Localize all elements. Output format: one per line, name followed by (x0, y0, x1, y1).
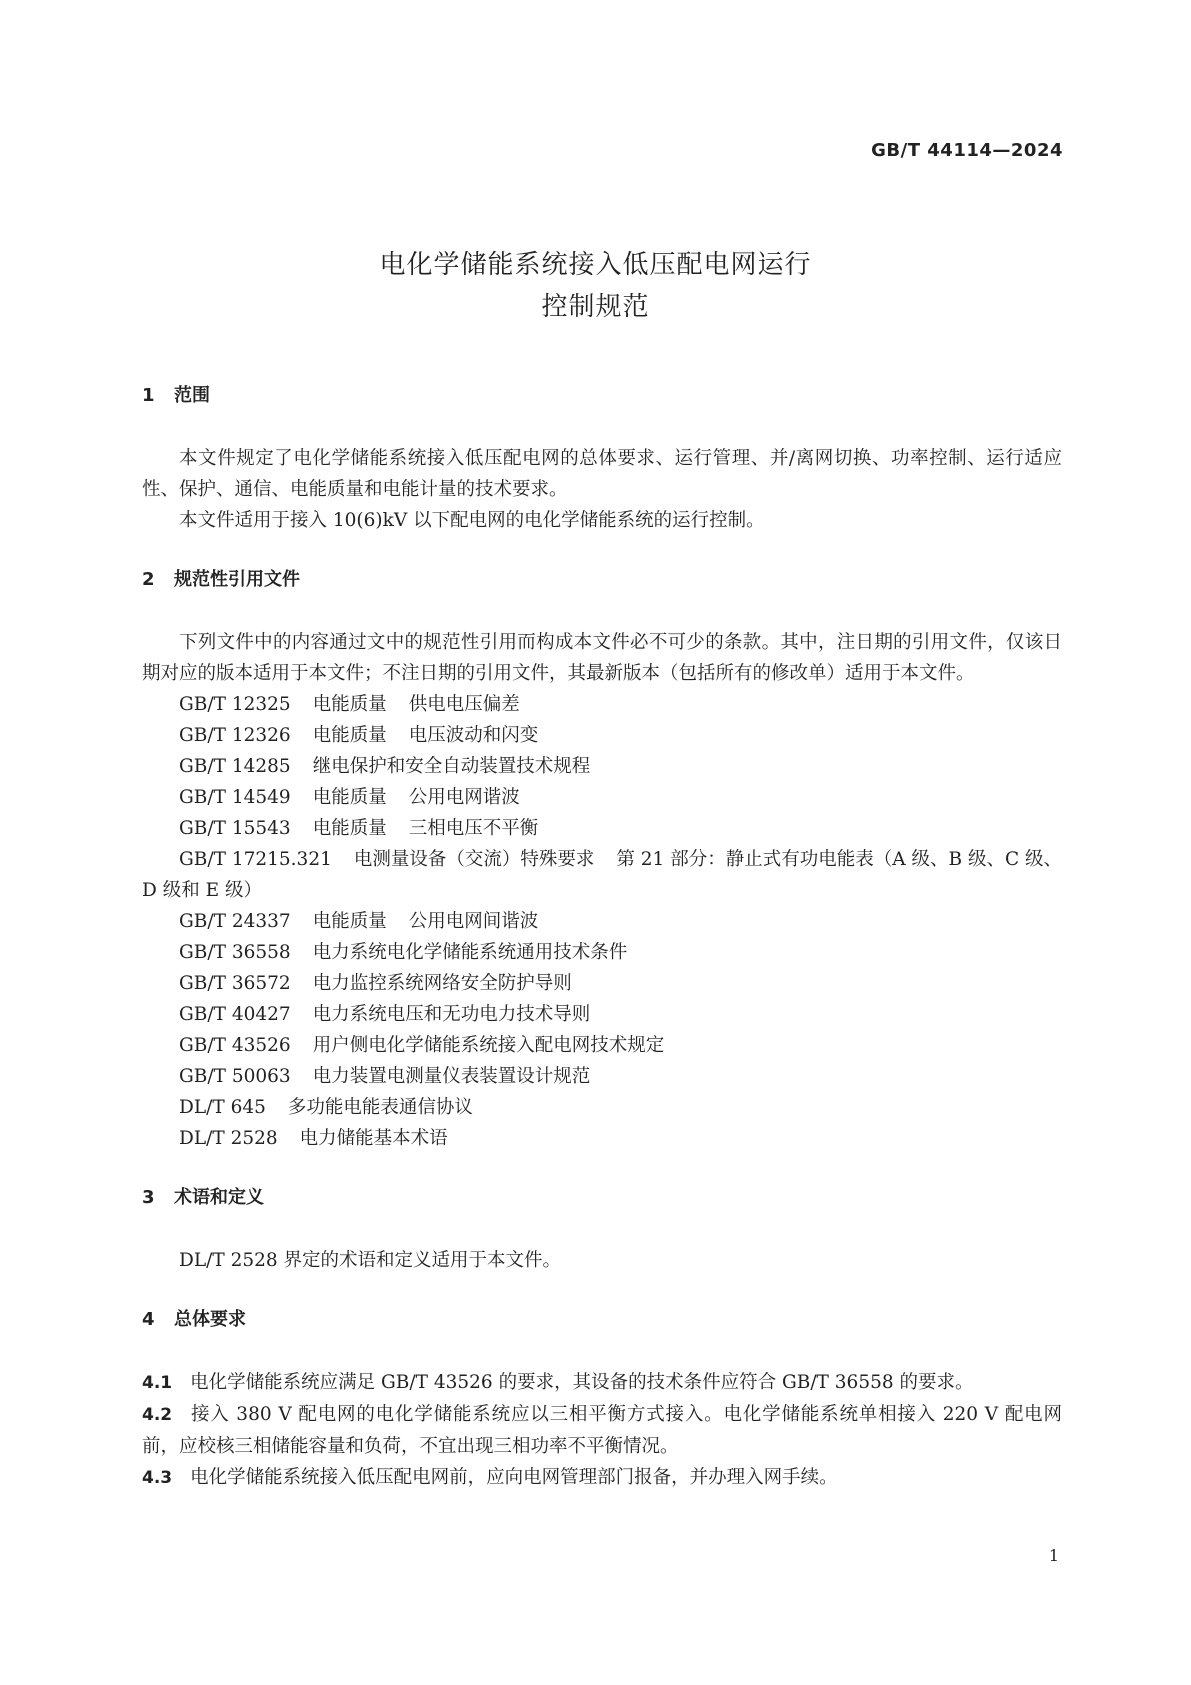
reference-code: GB/T 36558 (179, 942, 291, 963)
clause-text: 电化学储能系统接入低压配电网前，应向电网管理部门报备，并办理入网手续。 (190, 1467, 838, 1488)
section-number: 2 (142, 569, 155, 590)
section-title: 总体要求 (174, 1309, 246, 1330)
reference-title: 电能质量 (312, 694, 387, 715)
reference-list (142, 689, 1062, 1154)
page-number: 1 (1048, 1546, 1059, 1565)
reference-code: GB/T 12326 (179, 725, 291, 746)
list-item (142, 782, 1062, 813)
document-body (142, 382, 1062, 1494)
reference-code: GB/T 15543 (179, 818, 291, 839)
reference-code: DL/T 2528 (179, 1128, 278, 1149)
clause-text: 接入 380 V 配电网的电化学储能系统应以三相平衡方式接入。电化学储能系统单相接入 220 V 配电网前，应校核三相储能容量和负荷，不宜出现三相功率不平衡情况。 (142, 1404, 1062, 1457)
clause-number: 4.3 (142, 1468, 173, 1488)
reference-title: 电力监控系统网络安全防护导则 (312, 973, 572, 994)
section-3-heading (142, 1184, 1062, 1212)
list-item (142, 720, 1062, 751)
list-item (142, 937, 1062, 968)
list-item (142, 813, 1062, 844)
section-title: 术语和定义 (174, 1187, 264, 1208)
document-title (0, 244, 1191, 328)
list-item (142, 1092, 1062, 1123)
section-number: 4 (142, 1309, 155, 1330)
reference-code: GB/T 24337 (179, 911, 291, 932)
reference-subtitle: 供电电压偏差 (408, 694, 520, 715)
section-4-heading (142, 1306, 1062, 1334)
reference-subtitle: 公用电网谐波 (408, 787, 520, 808)
section-1-heading (142, 382, 1062, 410)
clause (142, 1399, 1062, 1462)
section-title: 范围 (174, 385, 210, 406)
reference-code: GB/T 14285 (179, 756, 291, 777)
clause (142, 1462, 1062, 1494)
list-item (142, 689, 1062, 720)
clause-number: 4.2 (142, 1405, 173, 1425)
list-item (142, 844, 1062, 906)
list-item (142, 968, 1062, 999)
section-title: 规范性引用文件 (174, 569, 300, 590)
paragraph: 下列文件中的内容通过文中的规范性引用而构成本文件必不可少的条款。其中，注日期的引用文件，仅该日期对应的版本适用于本文件；不注日期的引用文件，其最新版本（包括所有的修改单）适用于本文件。 (142, 632, 1062, 684)
clause-number: 4.1 (142, 1373, 173, 1393)
list-item (142, 999, 1062, 1030)
reference-code: GB/T 14549 (179, 787, 291, 808)
reference-code: GB/T 40427 (179, 1004, 291, 1025)
title-line-2: 控制规范 (541, 292, 650, 322)
reference-title: 电力装置电测量仪表装置设计规范 (312, 1066, 591, 1087)
reference-code: GB/T 43526 (179, 1035, 291, 1056)
reference-subtitle: 电压波动和闪变 (408, 725, 539, 746)
reference-subtitle: 三相电压不平衡 (408, 818, 539, 839)
paragraph: DL/T 2528 界定的术语和定义适用于本文件。 (179, 1250, 562, 1271)
reference-code: GB/T 12325 (179, 694, 291, 715)
paragraph: 本文件规定了电化学储能系统接入低压配电网的总体要求、运行管理、并/离网切换、功率控制、运行适应性、保护、通信、电能质量和电能计量的技术要求。 (142, 448, 1062, 500)
list-item (142, 751, 1062, 782)
section-number: 1 (142, 385, 155, 406)
paragraph: 本文件适用于接入 10(6)kV 以下配电网的电化学储能系统的运行控制。 (179, 510, 765, 531)
reference-subtitle: 公用电网间谐波 (408, 911, 539, 932)
reference-title: 电力系统电压和无功电力技术导则 (312, 1004, 591, 1025)
reference-subtitle: 第 21 部分：静止式有功电能表（A 级、B 级、C 级、D 级和 E 级） (142, 849, 1062, 901)
section-number: 3 (142, 1187, 155, 1208)
list-item (142, 1061, 1062, 1092)
reference-code: GB/T 50063 (179, 1066, 291, 1087)
section-2-heading (142, 566, 1062, 594)
reference-title: 电力系统电化学储能系统通用技术条件 (312, 942, 628, 963)
standard-code: GB/T 44114—2024 (871, 140, 1063, 161)
clause (142, 1367, 1062, 1399)
reference-title: 电力储能基本术语 (299, 1128, 448, 1149)
reference-title: 电能质量 (312, 911, 387, 932)
title-line-1: 电化学储能系统接入低压配电网运行 (379, 250, 812, 280)
reference-title: 电能质量 (312, 725, 387, 746)
list-item (142, 1030, 1062, 1061)
reference-title: 电能质量 (312, 787, 387, 808)
reference-code: DL/T 645 (179, 1097, 266, 1118)
reference-title: 电测量设备（交流）特殊要求 (353, 849, 595, 870)
clause-text: 电化学储能系统应满足 GB/T 43526 的要求，其设备的技术条件应符合 GB/T 36558 的要求。 (190, 1372, 974, 1393)
reference-title: 继电保护和安全自动装置技术规程 (312, 756, 591, 777)
reference-title: 多功能电能表通信协议 (287, 1097, 473, 1118)
reference-title: 电能质量 (312, 818, 387, 839)
list-item (142, 1123, 1062, 1154)
reference-code: GB/T 17215.321 (179, 849, 332, 870)
reference-code: GB/T 36572 (179, 973, 291, 994)
reference-title: 用户侧电化学储能系统接入配电网技术规定 (312, 1035, 665, 1056)
list-item (142, 906, 1062, 937)
